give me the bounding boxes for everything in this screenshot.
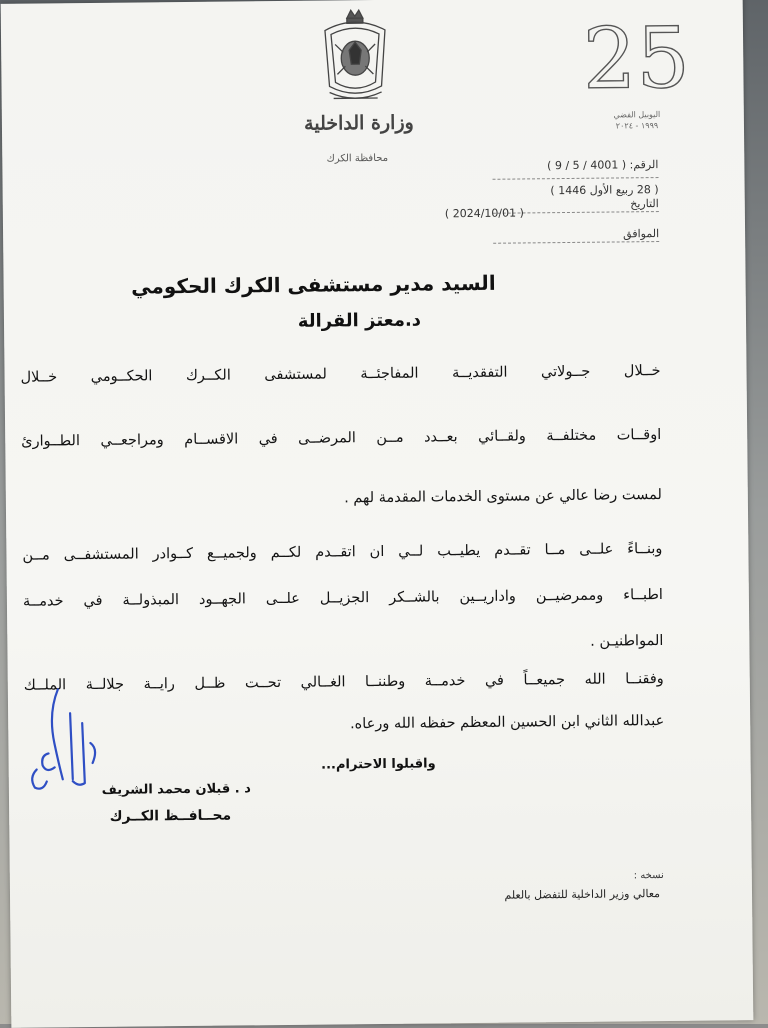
coat-of-arms-icon (315, 8, 396, 105)
closing-greeting: واقبلوا الاحترام... (321, 756, 436, 773)
corresponding-label: الموافق (623, 227, 660, 241)
reference-number-value: ( 4001 / 5 / 9 ) (547, 158, 627, 173)
reference-underline (493, 177, 659, 180)
reference-number: الرقم: ( 4001 / 5 / 9 ) (547, 158, 659, 173)
gregorian-date (445, 205, 635, 220)
hijri-date (469, 183, 659, 198)
signatory-name: د . قبلان محمد الشريف (101, 781, 251, 798)
body-line-4: وبنــاءً علــى مــا تقــدم يطيــب لــي ان اتقــدم لكــم ولجميــع كــوادر المستشفــى مــن (22, 541, 663, 564)
letter-page (1, 0, 754, 1028)
hijri-date-value: ( 28 ربيع الأول 1446 ) (550, 183, 659, 198)
governorate-name: محافظة الكرك (326, 152, 389, 165)
gregorian-date-value: ( 2024/10/01 ) (444, 206, 524, 221)
body-line-6: المواطنيـن . (590, 633, 664, 650)
body-line-7: وفقنــا الله جميعــاً في خدمــة وطننــا الغــالي تحــت ظــل رايــة جلالــة الملــك (23, 671, 664, 694)
body-line-3: لمست رضا عالي عن مستوى الخدمات المقدمة لهم . (344, 487, 662, 507)
ministry-name: وزارة الداخلية (303, 111, 414, 135)
silver-jubilee-logo (582, 0, 691, 108)
jubilee-title: اليوبيل الفضي (613, 110, 661, 120)
addressee-title: السيد مدير مستشفى الكرك الحكومي (131, 270, 496, 299)
jubilee-years: ١٩٩٩ - ٢٠٢٤ (615, 121, 659, 131)
body-line-2: اوقــات مختلفــة ولقــائي بعــدد مــن المرضــى في الاقســام ومراجعــي الطــوارئ (21, 427, 662, 450)
reference-number-label: الرقم (633, 158, 659, 172)
svg-text:25: 25 (582, 8, 691, 108)
handwritten-signature (18, 683, 109, 804)
body-line-5: اطبــاء وممرضيــن واداريــين بالشــكر الجزيــل علــى الجهــود المبذولــة في خدمــة (22, 587, 663, 610)
signatory-title: محــافــظ الكــرك (109, 807, 232, 825)
copy-label: نسخه : (633, 870, 664, 882)
body-line-1: خــلال جــولاتي التفقديــة المفاجئــة لمستشفى الكــرك الحكــومي خــلال (20, 363, 661, 386)
corresponding-row (469, 227, 659, 242)
body-line-8: عبدالله الثاني ابن الحسين المعظم حفظه الله ورعاه. (349, 713, 665, 733)
addressee-name: د.معتز القرالة (297, 309, 422, 332)
date-label: التاريخ (630, 197, 659, 211)
jubilee-caption (590, 109, 684, 132)
copy-recipient: معالي وزير الداخلية للتفضل بالعلم (504, 887, 661, 902)
